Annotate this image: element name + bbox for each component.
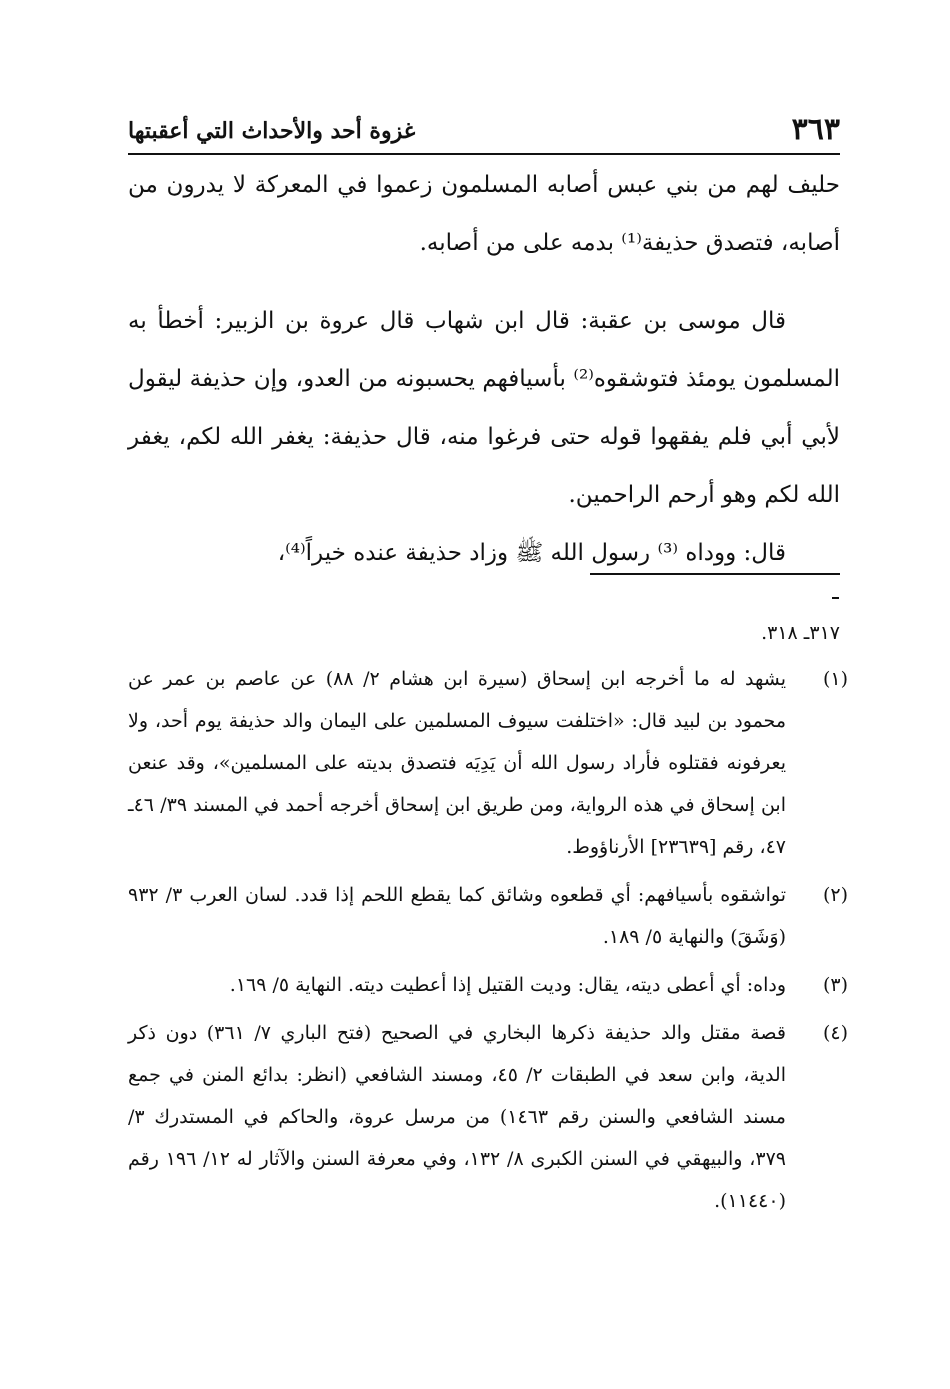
paragraph-1: حليف لهم من بني عبس أصابه المسلمون زعموا في المعركة لا يدرون من أصابه، فتصدق حذيفة⁽¹⁾ بدمه على من أصابه. xyxy=(128,172,840,256)
footnote-text: تواشقوه بأسيافهم: أي قطعوه وشائق كما يقطع اللحم إذا قدد. لسان العرب ٣/ ٩٣٢ (وَشَقَ) والنهاية ٥/ ١٨٩. xyxy=(128,884,786,948)
stray-mark xyxy=(832,597,839,599)
footnote-1 xyxy=(128,658,848,868)
footnote-4 xyxy=(128,1012,848,1222)
footnote-2 xyxy=(128,874,848,958)
paragraph-3: قال: ووداه ⁽³⁾ رسول الله ﷺ وزاد حذيفة عنده خيراً⁽⁴⁾، xyxy=(277,540,786,566)
footnote-text: وداه: أي أعطى ديته، يقال: وديت القتيل إذا أعطيت ديته. النهاية ٥/ ١٦٩. xyxy=(229,974,786,996)
paragraph-2: قال موسى بن عقبة: قال ابن شهاب قال عروة بن الزبير: أخطأ به المسلمون يومئذ فتوشقوه⁽²⁾ بأسيافهم يحسبونه من العدو، وإن حذيفة ليقول لأبي أبي فلم يفقهوا قوله حتى فرغوا منه، قال حذيفة: يغفر الله لكم، يغفر الله لكم وهو أرحم الراحمين. xyxy=(128,308,840,508)
header-rule xyxy=(128,153,840,155)
footnotes xyxy=(128,658,848,1228)
footnote-text: قصة مقتل والد حذيفة ذكرها البخاري في الصحيح (فتح الباري ٧/ ٣٦١) دون ذكر الدية، وابن سعد في الطبقات ٢/ ٤٥، ومسند الشافعي (انظر: بدائع المنن في جمع مسند الشافعي والسنن رقم ١٤٦٣) من مرسل عروة، والحاكم في المستدرك ٣/ ٣٧٩، والبيهقي في السنن الكبرى ٨/ ١٣٢، وفي معرفة السنن والآثار له ١٢/ ١٩٦ رقم (١١٤٤٠). xyxy=(128,1022,787,1212)
footnote-text: يشهد له ما أخرجه ابن إسحاق (سيرة ابن هشام ٢/ ٨٨) عن عاصم بن عمر عن محمود بن لبيد قال: «اختلفت سيوف المسلمين على اليمان والد حذيفة يوم أحد، ولا يعرفونه فقتلوه فأراد رسول الله أن يَدِيَه فتصدق بديته على المسلمين»، وقد عنعن ابن إسحاق في هذه الرواية، ومن طريق ابن إسحاق أخرجه أحمد في المسند ٣٩/ ٤٦ـ ٤٧، رقم [٢٣٦٣٩] الأرناؤوط. xyxy=(128,668,786,858)
footnote-number: (٢) xyxy=(822,884,848,906)
footnote-number: (٤) xyxy=(822,1022,848,1044)
footnote-carry-over: ٣١٧ـ ٣١٨. xyxy=(761,622,840,644)
main-text xyxy=(128,156,840,582)
page-number: ٣٦٣ xyxy=(791,112,840,147)
page-header xyxy=(128,110,840,152)
footnote-number: (٣) xyxy=(822,974,848,996)
footnote-number: (١) xyxy=(822,668,848,690)
footnote-3 xyxy=(128,964,848,1006)
running-title: غزوة أحد والأحداث التي أعقبتها xyxy=(128,118,416,144)
footnote-separator xyxy=(590,573,840,575)
